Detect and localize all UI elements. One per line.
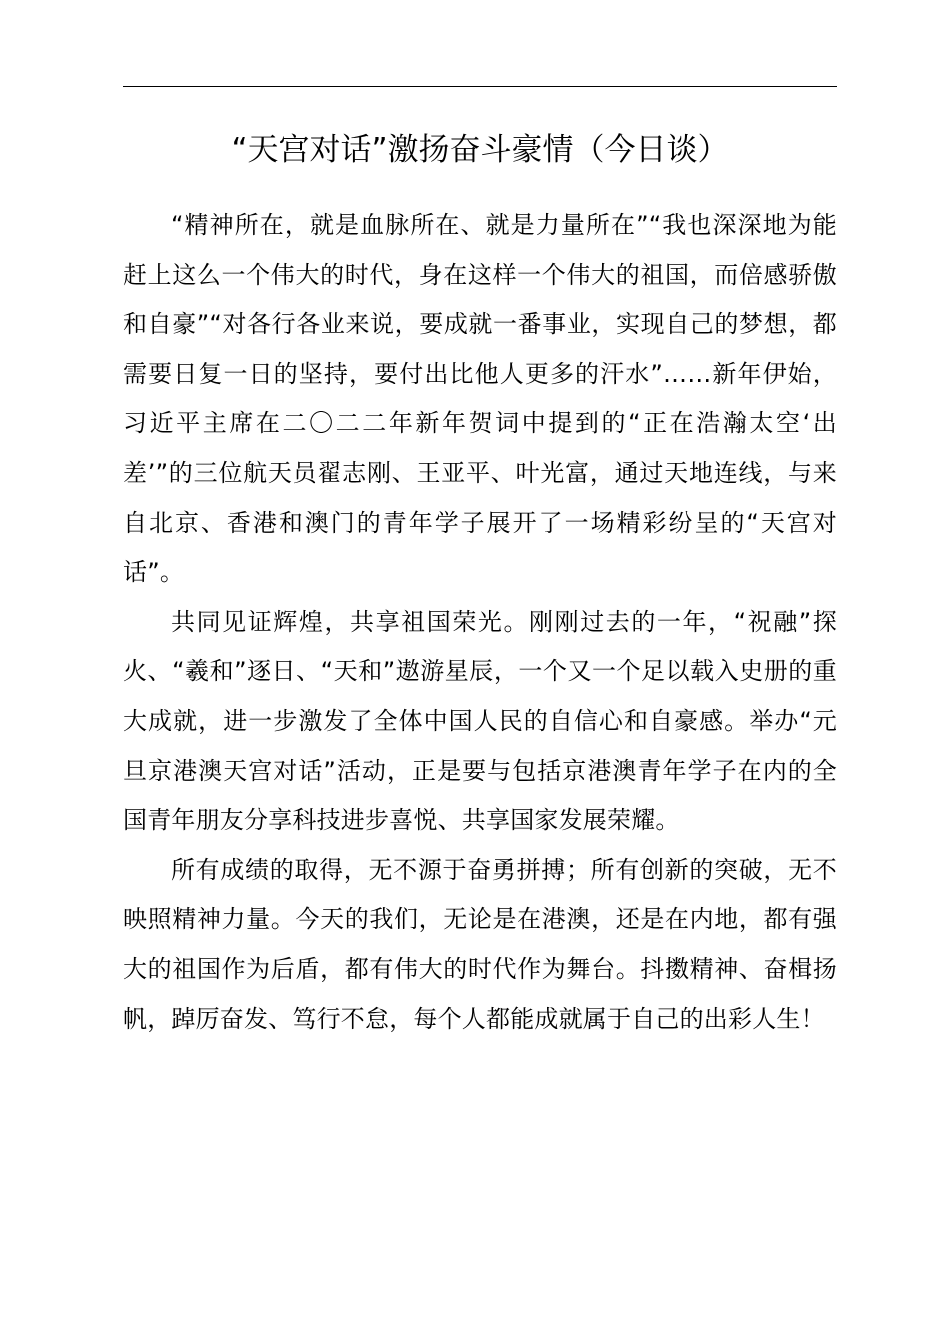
- paragraph-3: 所有成绩的取得，无不源于奋勇拼搏；所有创新的突破，无不映照精神力量。今天的我们，无论是在港澳，还是在内地，都有强大的祖国作为后盾，都有伟大的时代作为舞台。抖擞精神、奋楫扬帆，踔厉奋发、笃行不怠，每个人都能成就属于自己的出彩人生！: [123, 855, 837, 1033]
- article-title: “天宫对话”激扬奋斗豪情（今日谈）: [231, 132, 729, 168]
- article-body: [123, 201, 837, 1044]
- paragraph-1: “精神所在，就是血脉所在、就是力量所在”“我也深深地为能赶上这么一个伟大的时代，身在这样一个伟大的祖国，而倍感骄傲和自豪”“对各行各业来说，要成就一番事业，实现自己的梦想，都需要日复一日的坚持，要付出比他人更多的汗水”……新年伊始，习近平主席在二〇二二年新年贺词中提到的“正在浩瀚太空‘出差’”的三位航天员翟志刚、王亚平、叶光富，通过天地连线，与来自北京、香港和澳门的青年学子展开了一场精彩纷呈的“天宫对话”。: [123, 211, 837, 587]
- paragraph-2: 共同见证辉煌，共享祖国荣光。刚刚过去的一年，“祝融”探火、“羲和”逐日、“天和”遨游星辰，一个又一个足以载入史册的重大成就，进一步激发了全体中国人民的自信心和自豪感。举办“元旦京港澳天宫对话”活动，正是要与包括京港澳青年学子在内的全国青年朋友分享科技进步喜悦、共享国家发展荣耀。: [123, 607, 837, 835]
- header-rule: [123, 86, 837, 87]
